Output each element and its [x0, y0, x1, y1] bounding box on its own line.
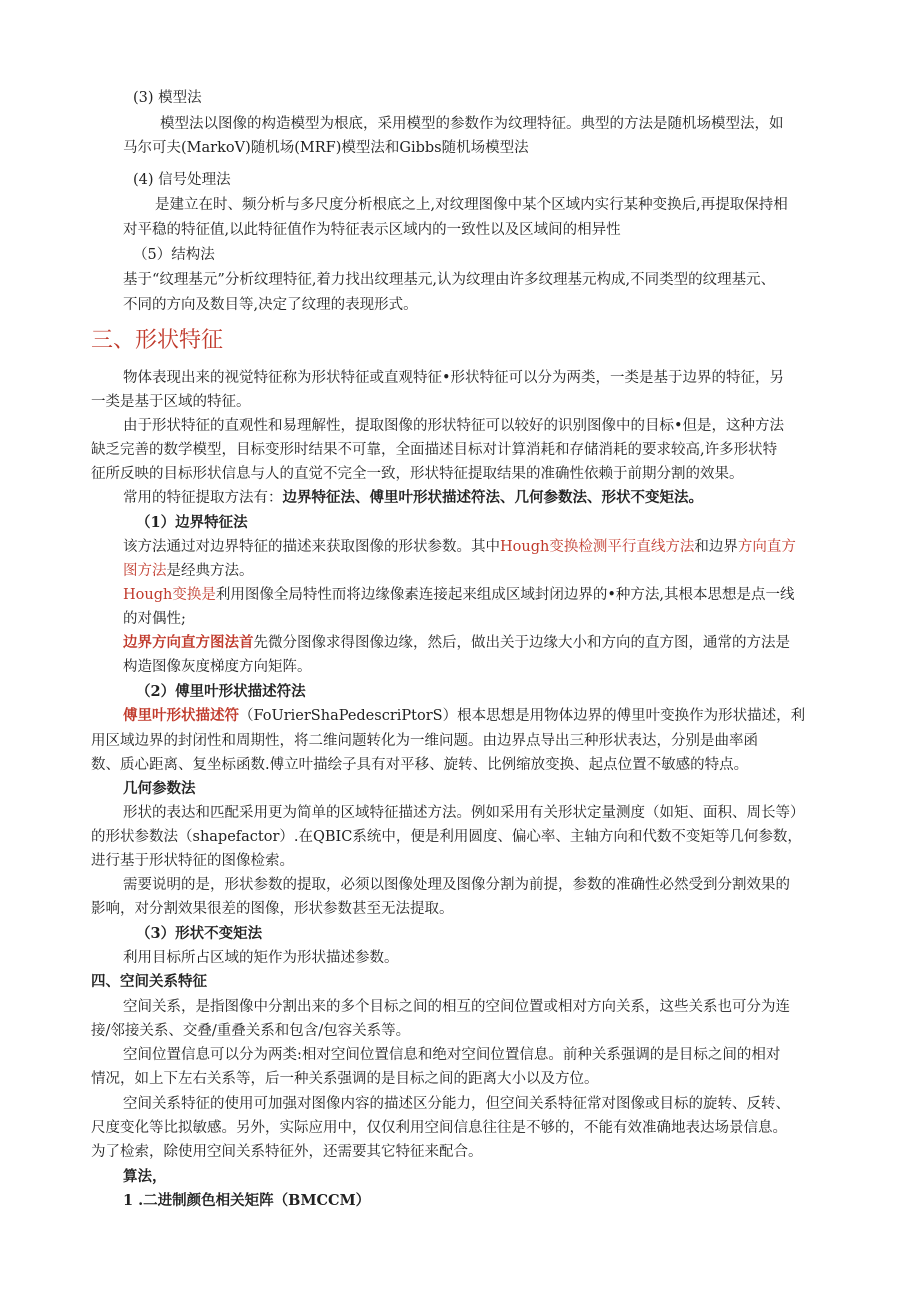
boundary-text: 该方法通过对边界特征的描述来获取图像的形状参数。其中 [123, 539, 500, 555]
boundary-line-2 [123, 561, 254, 581]
spatial-p2-line-2: 情况，如上下左右关系等，后一种关系强调的是目标之间的距离大小以及方位。 [91, 1071, 599, 1087]
algorithm-item-1: 1 .二进制颜色相关矩阵（BMCCM） [123, 1192, 371, 1209]
fourier-line-2: 用区域边界的封闭性和周期性，将二维问题转化为一维问题。由边界点导出三种形状表达，分别是曲率函 [91, 733, 758, 749]
signal-method-heading: (4) 信号处理法 [133, 172, 231, 188]
hough-detect-term: Hough变换检测平行直线方法 [500, 539, 695, 555]
fourier-line-1 [123, 706, 805, 726]
fourier-desc: （FoUrierShaPedescriPtorS）根本思想是用物体边界的傅里叶变换作为形状描述，利 [239, 708, 806, 724]
geometric-line-1: 形状的表达和匹配采用更为简单的区域特征描述方法。例如采用有关形状定量测度（如矩、面积、周长等） [123, 805, 805, 821]
boundary-line-6: 构造图像灰度梯度方向矩阵。 [123, 659, 312, 675]
methods-intro: 常用的特征提取方法有： [123, 490, 283, 506]
geometric-line-3: 进行基于形状特征的图像检索。 [91, 853, 294, 869]
algorithm-heading: 算法， [123, 1168, 167, 1185]
moment-line-1: 利用目标所占区域的矩作为形状描述参数。 [123, 950, 399, 966]
shape-p2-line-2: 缺乏完善的数学模型，目标变形时结果不可靠，全面描述目标对计算消耗和存储消耗的要求较高,许多形状特 [91, 442, 778, 458]
shape-p1-line-2: 一类是基于区域的特征。 [91, 394, 251, 410]
geometric-line-5: 影响，对分割效果很差的图像，形状参数甚至无法提取。 [91, 901, 454, 917]
spatial-p3-line-2: 尺度变化等比拟敏感。另外，实际应用中，仅仅利用空间信息往往是不够的，不能有效准确地表达场景信息。 [91, 1120, 787, 1136]
moment-method-heading: （3）形状不变矩法 [136, 925, 263, 942]
hough-desc: 利用图像全局特性而将边缘像素连接起来组成区域封闭边界的•种方法,其根本思想是点一线 [215, 587, 795, 603]
spatial-p3-line-1: 空间关系特征的使用可加强对图像内容的描述区分能力，但空间关系特征常对图像或目标的旋转、反转、 [123, 1096, 790, 1112]
geometric-method-heading: 几何参数法 [123, 780, 196, 797]
spatial-p2-line-1: 空间位置信息可以分为两类:相对空间位置信息和绝对空间位置信息。前种关系强调的是目标之间的相对 [123, 1047, 781, 1063]
fourier-method-heading: （2）傅里叶形状描述符法 [136, 683, 306, 700]
boundary-histogram-term: 边界方向直方图法首 [123, 634, 254, 651]
model-method-line-1: 模型法以图像的构造模型为根底，采用模型的参数作为纹理特征。典型的方法是随机场模型法，如 [160, 116, 784, 132]
direction-histogram-term: 方向直方 [737, 539, 796, 555]
model-method-heading: (3) 模型法 [133, 90, 202, 106]
fourier-line-3: 数、质心距离、复坐标函数.傅立叶描绘子具有对平移、旋转、比例缩放变换、起点位置不敏感的特点。 [91, 757, 749, 773]
hough-term: Hough变换是 [123, 587, 216, 603]
signal-method-line-2: 对平稳的特征值,以此特征值作为特征表示区域内的一致性以及区域间的相异性 [123, 222, 621, 238]
boundary-line-3 [123, 585, 795, 605]
boundary-and: 和边界 [694, 539, 738, 555]
shape-p2-line-3: 征所反映的目标形状信息与人的直觉不完全一致，形状特征提取结果的准确性依赖于前期分割的效果。 [91, 466, 744, 482]
shape-p1-line-1: 物体表现出来的视觉特征称为形状特征或直观特征•形状特征可以分为两类，一类是基于边界的特征，另 [123, 370, 785, 386]
boundary-histogram-desc: 先微分图像求得图像边缘，然后，做出关于边缘大小和方向的直方图，通常的方法是 [253, 635, 790, 651]
model-method-line-2: 马尔可夫(MarkoV)随机场(MRF)模型法和Gibbs随机场模型法 [123, 140, 529, 156]
methods-names: 边界特征法、傅里叶形状描述符法、几何参数法、形状不变矩法。 [282, 489, 703, 506]
boundary-method-heading: （1）边界特征法 [136, 514, 248, 531]
geometric-line-4: 需要说明的是，形状参数的提取，必须以图像处理及图像分割为前提，参数的准确性必然受到分割效果的 [123, 877, 790, 893]
shape-methods-list [123, 488, 703, 508]
structure-method-heading: （5）结构法 [133, 247, 215, 263]
boundary-line-5 [123, 633, 790, 653]
shape-p2-line-1: 由于形状特征的直观性和易理解性，提取图像的形状特征可以较好的识别图像中的目标•但是，这种方法 [123, 418, 785, 434]
boundary-line-1 [123, 537, 796, 557]
geometric-line-2: 的形状参数法（shapefactor）.在QBIC系统中，便是利用圆度、偏心率、主轴方向和代数不变矩等几何参数， [91, 829, 802, 845]
structure-method-line-2: 不同的方向及数目等,决定了纹理的表现形式。 [123, 297, 418, 313]
fourier-term: 傅里叶形状描述符 [123, 707, 239, 724]
classic-method-text: 是经典方法。 [166, 563, 254, 579]
structure-method-line-1: 基于“纹理基元”分析纹理特征,着力找出纹理基元,认为纹理由许多纹理基元构成,不同类型的纹理基元、 [123, 272, 776, 288]
section-title-spatial: 四、空间关系特征 [91, 973, 207, 990]
section-title-shape: 三、形状特征 [91, 328, 224, 353]
spatial-p1-line-1: 空间关系，是指图像中分割出来的多个目标之间的相互的空间位置或相对方向关系，这些关系也可分为连 [123, 999, 790, 1015]
histogram-term-cont: 图方法 [123, 563, 167, 579]
spatial-p3-line-3: 为了检索，除使用空间关系特征外，还需要其它特征来配合。 [91, 1144, 483, 1160]
signal-method-line-1: 是建立在时、频分析与多尺度分析根底之上,对纹理图像中某个区域内实行某种变换后,再提取保持相 [155, 197, 788, 213]
boundary-line-4: 的对偶性; [123, 611, 186, 627]
spatial-p1-line-2: 接/邻接关系、交叠/重叠关系和包含/包容关系等。 [91, 1023, 411, 1039]
